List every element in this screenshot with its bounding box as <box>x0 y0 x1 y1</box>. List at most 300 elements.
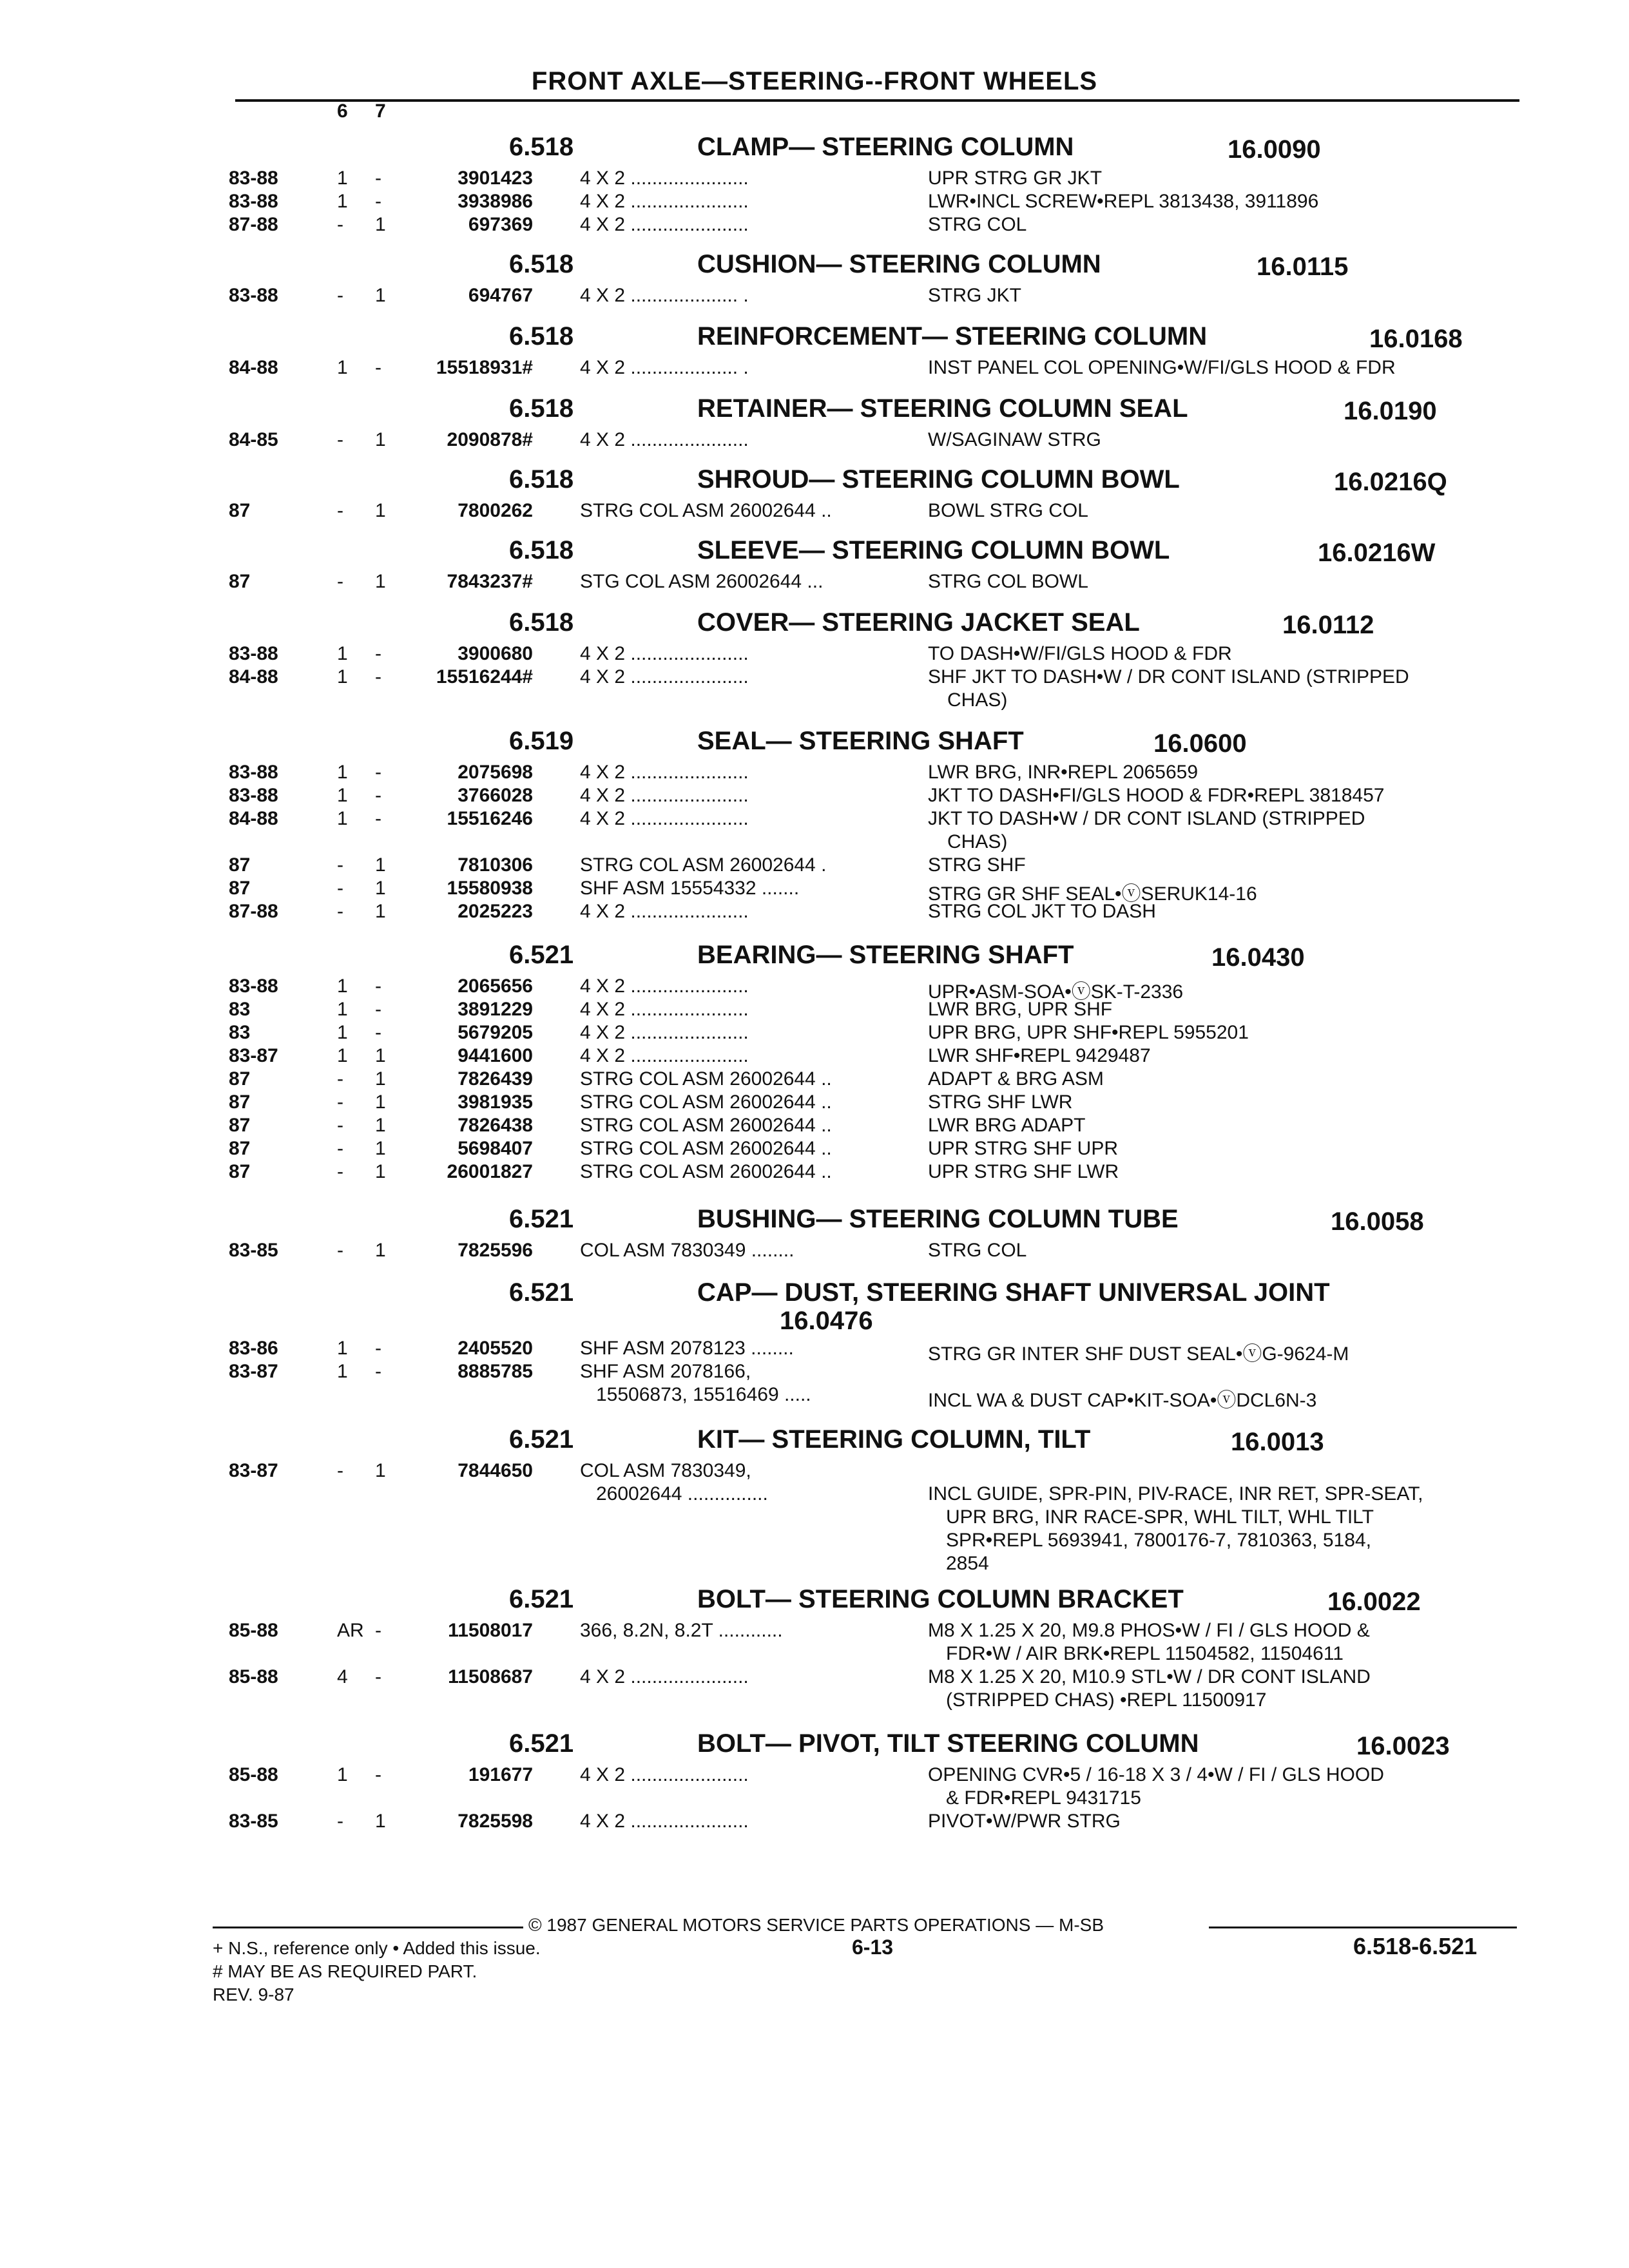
section-code: 16.0476 <box>780 1307 873 1335</box>
part-number: 8885785 <box>458 1361 533 1382</box>
section-code: 16.0013 <box>1231 1428 1324 1456</box>
application: 4 X 2 ...................... <box>580 808 749 829</box>
part-number: 697369 <box>468 214 533 235</box>
qty-col-6: 1 <box>337 357 348 378</box>
qty-col-7: 1 <box>375 878 386 899</box>
description: OPENING CVR•5 / 16-18 X 3 / 4•W / FI / GLS HOOD <box>928 1764 1384 1785</box>
qty-col-6: 1 <box>337 1764 348 1785</box>
qty-col-7: - <box>375 1666 381 1687</box>
application: 4 X 2 ...................... <box>580 1022 749 1043</box>
section-header <box>0 133 1629 165</box>
part-number: 7843237# <box>447 571 533 592</box>
section-header <box>0 1278 1629 1335</box>
model-years: 83-88 <box>229 762 278 783</box>
part-row <box>0 1240 1629 1263</box>
application: 4 X 2 ...................... <box>580 643 749 664</box>
footer-rule-right <box>1209 1927 1517 1928</box>
model-years: 85-88 <box>229 1666 278 1687</box>
description: UPR STRG SHF LWR <box>928 1161 1119 1182</box>
description: LWR BRG ADAPT <box>928 1115 1086 1136</box>
application: 4 X 2 ...................... <box>580 214 749 235</box>
application: 4 X 2 ...................... <box>580 785 749 806</box>
model-years: 87 <box>229 500 251 521</box>
description: JKT TO DASH•W / DR CONT ISLAND (STRIPPED <box>928 808 1365 829</box>
part-row <box>0 762 1629 785</box>
part-row <box>0 214 1629 237</box>
header-rule <box>235 99 1519 102</box>
model-years: 83-88 <box>229 975 278 997</box>
section-code: 16.0600 <box>1153 729 1247 758</box>
part-row <box>0 785 1629 808</box>
application: 4 X 2 ...................... <box>580 666 749 687</box>
model-years: 83-87 <box>229 1460 278 1481</box>
section-name: BUSHING— STEERING COLUMN TUBE <box>697 1205 1179 1233</box>
part-number: 9441600 <box>458 1045 533 1066</box>
qty-col-6: 1 <box>337 1022 348 1043</box>
qty-col-7: - <box>375 999 381 1020</box>
model-years: 87 <box>229 1068 251 1090</box>
part-number: 11508687 <box>448 1666 533 1687</box>
section-number: 6.518 <box>509 322 574 351</box>
part-number: 15580938 <box>447 878 533 899</box>
section-header <box>0 727 1629 759</box>
qty-col-7: 1 <box>375 429 386 450</box>
description: UPR•ASM-SOA•ⓥSK-T-2336 <box>928 981 1184 1003</box>
qty-col-6: 1 <box>337 975 348 997</box>
application: STRG COL ASM 26002644 .. <box>580 1115 832 1136</box>
model-years: 87 <box>229 1161 251 1182</box>
section-header <box>0 608 1629 640</box>
qty-col-6: - <box>337 214 343 235</box>
part-row <box>0 1022 1629 1045</box>
qty-col-7: 1 <box>375 1460 386 1481</box>
part-number: 2405520 <box>458 1338 533 1359</box>
part-row <box>0 643 1629 666</box>
description: PIVOT•W/PWR STRG <box>928 1811 1121 1832</box>
model-years: 83-88 <box>229 191 278 212</box>
qty-col-7: 1 <box>375 571 386 592</box>
part-number: 11508017 <box>448 1620 533 1641</box>
qty-col-7: 1 <box>375 1240 386 1261</box>
part-row <box>0 878 1629 905</box>
qty-col-7: - <box>375 357 381 378</box>
qty-col-6: 1 <box>337 1045 348 1066</box>
part-row <box>0 168 1629 191</box>
part-row <box>0 500 1629 523</box>
section-number: 6.518 <box>509 465 574 494</box>
qty-col-7: - <box>375 643 381 664</box>
application: 4 X 2 ...................... <box>580 1045 749 1066</box>
qty-col-7: - <box>375 1620 381 1641</box>
part-row <box>0 357 1629 380</box>
section-header <box>0 465 1629 497</box>
application: 4 X 2 .................... . <box>580 285 749 306</box>
footer-rule-left <box>213 1927 523 1928</box>
section-header <box>0 250 1629 282</box>
section-code: 16.0216Q <box>1334 468 1447 496</box>
part-row <box>0 1338 1629 1365</box>
part-row <box>0 1811 1629 1834</box>
section-name: BOLT— STEERING COLUMN BRACKET <box>697 1585 1184 1613</box>
description: LWR BRG, UPR SHF <box>928 999 1113 1020</box>
description-continued: 2854 <box>946 1553 989 1574</box>
qty-col-7: 1 <box>375 1091 386 1113</box>
section-code: 16.0216W <box>1318 539 1436 567</box>
part-number: 26001827 <box>447 1161 533 1182</box>
section-code: 16.0023 <box>1356 1732 1450 1760</box>
part-number: 2065656 <box>458 975 533 997</box>
section-name: CLAMP— STEERING COLUMN <box>697 133 1074 161</box>
application: 4 X 2 ...................... <box>580 901 749 922</box>
qty-col-7: - <box>375 191 381 212</box>
section-header <box>0 1585 1629 1617</box>
section-name: CUSHION— STEERING COLUMN <box>697 250 1101 278</box>
description: UPR STRG SHF UPR <box>928 1138 1119 1159</box>
model-years: 84-85 <box>229 429 278 450</box>
section-code: 16.0430 <box>1211 943 1305 972</box>
model-years: 87 <box>229 1115 251 1136</box>
qty-col-7: - <box>375 1764 381 1785</box>
application: 4 X 2 ...................... <box>580 1666 749 1687</box>
application: STRG COL ASM 26002644 .. <box>580 1161 832 1182</box>
description: STRG SHF LWR <box>928 1091 1073 1113</box>
section-header <box>0 394 1629 427</box>
part-number: 3901423 <box>458 168 533 189</box>
qty-col-7: 1 <box>375 901 386 922</box>
footnote-ns: + N.S., reference only • Added this issue. <box>213 1938 541 1958</box>
model-years: 83-88 <box>229 168 278 189</box>
part-row <box>0 1620 1629 1643</box>
qty-col-7: 1 <box>375 1811 386 1832</box>
qty-col-7: 1 <box>375 500 386 521</box>
part-row <box>0 1764 1629 1787</box>
part-number: 191677 <box>468 1764 533 1785</box>
part-row <box>0 571 1629 594</box>
part-row <box>0 1091 1629 1115</box>
section-code: 16.0190 <box>1344 397 1437 425</box>
model-years: 83-87 <box>229 1361 278 1382</box>
part-number: 7844650 <box>458 1460 533 1481</box>
part-row <box>0 1138 1629 1161</box>
part-row <box>0 1068 1629 1091</box>
description: M8 X 1.25 X 20, M10.9 STL•W / DR CONT ISLAND <box>928 1666 1371 1687</box>
model-years: 83-87 <box>229 1045 278 1066</box>
qty-col-6: - <box>337 1068 343 1090</box>
description: UPR BRG, UPR SHF•REPL 5955201 <box>928 1022 1249 1043</box>
section-number: 6.518 <box>509 536 574 564</box>
model-years: 83-85 <box>229 1240 278 1261</box>
qty-col-6: 1 <box>337 785 348 806</box>
part-row <box>0 999 1629 1022</box>
application: 4 X 2 ...................... <box>580 1811 749 1832</box>
application: 4 X 2 ...................... <box>580 168 749 189</box>
qty-col-6: 1 <box>337 999 348 1020</box>
section-code: 16.0168 <box>1369 325 1463 353</box>
revision: REV. 9-87 <box>213 1984 294 2004</box>
part-row <box>0 901 1629 924</box>
application: SHF ASM 15554332 ....... <box>580 878 800 899</box>
model-years: 83-85 <box>229 1811 278 1832</box>
application: 4 X 2 ...................... <box>580 1764 749 1785</box>
application: STRG COL ASM 26002644 .. <box>580 1068 832 1090</box>
qty-col-6: - <box>337 571 343 592</box>
description: LWR SHF•REPL 9429487 <box>928 1045 1151 1066</box>
description: UPR STRG GR JKT <box>928 168 1103 189</box>
column-header-7: 7 <box>375 101 386 122</box>
application: 4 X 2 .................... . <box>580 357 749 378</box>
qty-col-7: 1 <box>375 1068 386 1090</box>
description-continued: CHAS) <box>947 689 1008 711</box>
application: 366, 8.2N, 8.2T ............ <box>580 1620 783 1641</box>
description: LWR•INCL SCREW•REPL 3813438, 3911896 <box>928 191 1319 212</box>
section-name: BOLT— PIVOT, TILT STEERING COLUMN <box>697 1729 1199 1758</box>
section-code: 16.0115 <box>1257 253 1349 281</box>
qty-col-7: 1 <box>375 1045 386 1066</box>
part-row <box>0 1361 1629 1384</box>
qty-col-7: - <box>375 808 381 829</box>
model-years: 83 <box>229 999 251 1020</box>
section-header <box>0 322 1629 354</box>
description-continued: CHAS) <box>947 831 1008 852</box>
section-name: CAP— DUST, STEERING SHAFT UNIVERSAL JOINT <box>697 1278 1330 1307</box>
qty-col-7: - <box>375 785 381 806</box>
application: STRG COL ASM 26002644 .. <box>580 500 832 521</box>
section-number: 6.518 <box>509 250 574 278</box>
footnote-as-required: # MAY BE AS REQUIRED PART. <box>213 1961 477 1981</box>
application: 4 X 2 ...................... <box>580 975 749 997</box>
model-years: 87-88 <box>229 214 278 235</box>
page-title: FRONT AXLE—STEERING--FRONT WHEELS <box>531 67 1098 95</box>
section-name: SEAL— STEERING SHAFT <box>697 727 1024 755</box>
section-name: REINFORCEMENT— STEERING COLUMN <box>697 322 1208 351</box>
section-code: 16.0112 <box>1282 611 1374 639</box>
copyright: © 1987 GENERAL MOTORS SERVICE PARTS OPERATIONS — M-SB <box>528 1915 1104 1935</box>
qty-col-7: 1 <box>375 1161 386 1182</box>
part-number: 5679205 <box>458 1022 533 1043</box>
qty-col-6: - <box>337 1811 343 1832</box>
description-continued: UPR BRG, INR RACE-SPR, WHL TILT, WHL TILT <box>946 1506 1374 1528</box>
part-number: 2075698 <box>458 762 533 783</box>
section-number: 6.521 <box>509 1585 574 1613</box>
part-row <box>0 808 1629 831</box>
description: STRG GR SHF SEAL•ⓥSERUK14-16 <box>928 883 1257 905</box>
model-years: 84-88 <box>229 357 278 378</box>
description: STRG GR INTER SHF DUST SEAL•ⓥG-9624-M <box>928 1343 1349 1365</box>
description: STRG JKT <box>928 285 1022 306</box>
qty-col-6: AR <box>337 1620 364 1641</box>
application: STG COL ASM 26002644 ... <box>580 571 824 592</box>
part-row <box>0 1161 1629 1184</box>
section-header <box>0 941 1629 973</box>
description-continued: INCL WA & DUST CAP•KIT-SOA•ⓥDCL6N-3 <box>928 1390 1317 1411</box>
part-number: 15518931# <box>436 357 533 378</box>
application-continued: 26002644 ............... <box>596 1483 768 1504</box>
description-continued: SPR•REPL 5693941, 7800176-7, 7810363, 5184, <box>946 1530 1371 1551</box>
section-header <box>0 1425 1629 1457</box>
description: STRG SHF <box>928 854 1026 876</box>
part-number: 3938986 <box>458 191 533 212</box>
qty-col-6: - <box>337 285 343 306</box>
section-name: RETAINER— STEERING COLUMN SEAL <box>697 394 1188 423</box>
qty-col-7: - <box>375 975 381 997</box>
section-number: 6.521 <box>509 1425 574 1454</box>
part-row <box>0 975 1629 1003</box>
part-number: 7825598 <box>458 1811 533 1832</box>
section-number: 6.519 <box>509 727 574 755</box>
qty-col-7: - <box>375 666 381 687</box>
part-row <box>0 1045 1629 1068</box>
model-years: 87-88 <box>229 901 278 922</box>
part-number: 15516244# <box>436 666 533 687</box>
section-header <box>0 536 1629 568</box>
description: STRG COL JKT TO DASH <box>928 901 1156 922</box>
qty-col-7: - <box>375 1361 381 1382</box>
model-years: 84-88 <box>229 808 278 829</box>
model-years: 87 <box>229 878 251 899</box>
qty-col-6: 1 <box>337 1338 348 1359</box>
part-row <box>0 191 1629 214</box>
qty-col-6: - <box>337 901 343 922</box>
qty-col-6: - <box>337 1091 343 1113</box>
model-years: 83-86 <box>229 1338 278 1359</box>
section-name: SHROUD— STEERING COLUMN BOWL <box>697 465 1180 494</box>
part-number: 3900680 <box>458 643 533 664</box>
model-years: 85-88 <box>229 1764 278 1785</box>
application: STRG COL ASM 26002644 . <box>580 854 827 876</box>
qty-col-6: 1 <box>337 168 348 189</box>
qty-col-6: - <box>337 1161 343 1182</box>
qty-col-7: 1 <box>375 1115 386 1136</box>
qty-col-7: - <box>375 168 381 189</box>
qty-col-7: 1 <box>375 214 386 235</box>
part-row <box>0 666 1629 689</box>
qty-col-7: 1 <box>375 285 386 306</box>
part-number: 7825596 <box>458 1240 533 1261</box>
model-years: 83-88 <box>229 285 278 306</box>
description: M8 X 1.25 X 20, M9.8 PHOS•W / FI / GLS HOOD & <box>928 1620 1370 1641</box>
description: INST PANEL COL OPENING•W/FI/GLS HOOD & FDR <box>928 357 1396 378</box>
description: STRG COL <box>928 214 1027 235</box>
description: SHF JKT TO DASH•W / DR CONT ISLAND (STRIPPED <box>928 666 1409 687</box>
page-number: 6-13 <box>852 1936 894 1959</box>
application: COL ASM 7830349 ........ <box>580 1240 795 1261</box>
part-row <box>0 429 1629 452</box>
qty-col-6: 1 <box>337 643 348 664</box>
qty-col-7: - <box>375 762 381 783</box>
application: 4 X 2 ...................... <box>580 999 749 1020</box>
application: STRG COL ASM 26002644 .. <box>580 1091 832 1113</box>
qty-col-6: 1 <box>337 666 348 687</box>
model-years: 83-88 <box>229 785 278 806</box>
section-code: 16.0022 <box>1327 1588 1421 1616</box>
part-row <box>0 1115 1629 1138</box>
qty-col-7: - <box>375 1022 381 1043</box>
qty-col-6: - <box>337 1138 343 1159</box>
qty-col-7: - <box>375 1338 381 1359</box>
column-header-6: 6 <box>337 101 348 122</box>
description-continued: FDR•W / AIR BRK•REPL 11504582, 11504611 <box>946 1643 1344 1664</box>
description: STRG COL BOWL <box>928 571 1088 592</box>
part-number: 15516246 <box>447 808 533 829</box>
model-years: 87 <box>229 571 251 592</box>
part-number: 2025223 <box>458 901 533 922</box>
qty-col-6: 1 <box>337 762 348 783</box>
description: STRG COL <box>928 1240 1027 1261</box>
section-number: 6.521 <box>509 941 574 969</box>
model-years: 83-88 <box>229 643 278 664</box>
model-years: 84-88 <box>229 666 278 687</box>
section-number: 6.518 <box>509 394 574 423</box>
part-row <box>0 1666 1629 1689</box>
part-number: 7826438 <box>458 1115 533 1136</box>
description: W/SAGINAW STRG <box>928 429 1101 450</box>
description: LWR BRG, INR•REPL 2065659 <box>928 762 1199 783</box>
qty-col-6: - <box>337 1240 343 1261</box>
part-row <box>0 285 1629 308</box>
section-range: 6.518-6.521 <box>1353 1933 1478 1959</box>
application-continued: 15506873, 15516469 ..... <box>596 1384 811 1405</box>
application: 4 X 2 ...................... <box>580 762 749 783</box>
qty-col-6: 1 <box>337 808 348 829</box>
qty-col-6: - <box>337 429 343 450</box>
qty-col-6: - <box>337 1115 343 1136</box>
application: SHF ASM 2078166, <box>580 1361 751 1382</box>
model-years: 87 <box>229 1091 251 1113</box>
section-name: SLEEVE— STEERING COLUMN BOWL <box>697 536 1170 564</box>
qty-col-6: - <box>337 1460 343 1481</box>
qty-col-7: 1 <box>375 1138 386 1159</box>
model-years: 83 <box>229 1022 251 1043</box>
part-number: 2090878# <box>447 429 533 450</box>
section-name: KIT— STEERING COLUMN, TILT <box>697 1425 1091 1454</box>
model-years: 85-88 <box>229 1620 278 1641</box>
section-code: 16.0058 <box>1331 1207 1424 1236</box>
part-number: 694767 <box>468 285 533 306</box>
part-row <box>0 854 1629 878</box>
section-code: 16.0090 <box>1228 135 1321 164</box>
qty-col-6: 1 <box>337 1361 348 1382</box>
application: STRG COL ASM 26002644 .. <box>580 1138 832 1159</box>
model-years: 87 <box>229 854 251 876</box>
part-number: 7800262 <box>458 500 533 521</box>
description: BOWL STRG COL <box>928 500 1088 521</box>
qty-col-6: - <box>337 854 343 876</box>
description-continued: (STRIPPED CHAS) •REPL 11500917 <box>946 1689 1267 1711</box>
part-number: 7826439 <box>458 1068 533 1090</box>
section-name: COVER— STEERING JACKET SEAL <box>697 608 1140 637</box>
application: COL ASM 7830349, <box>580 1460 751 1481</box>
section-number: 6.521 <box>509 1205 574 1233</box>
part-number: 3981935 <box>458 1091 533 1113</box>
section-header <box>0 1205 1629 1237</box>
section-number: 6.521 <box>509 1729 574 1758</box>
qty-col-6: - <box>337 500 343 521</box>
section-number: 6.521 <box>509 1278 574 1307</box>
model-years: 87 <box>229 1138 251 1159</box>
part-number: 5698407 <box>458 1138 533 1159</box>
qty-col-6: 1 <box>337 191 348 212</box>
part-row <box>0 1460 1629 1483</box>
section-name: BEARING— STEERING SHAFT <box>697 941 1074 969</box>
qty-col-6: - <box>337 878 343 899</box>
application: SHF ASM 2078123 ........ <box>580 1338 794 1359</box>
part-number: 7810306 <box>458 854 533 876</box>
description-continued: & FDR•REPL 9431715 <box>946 1787 1141 1809</box>
section-header <box>0 1729 1629 1762</box>
application: 4 X 2 ...................... <box>580 429 749 450</box>
section-number: 6.518 <box>509 608 574 637</box>
qty-col-6: 4 <box>337 1666 348 1687</box>
